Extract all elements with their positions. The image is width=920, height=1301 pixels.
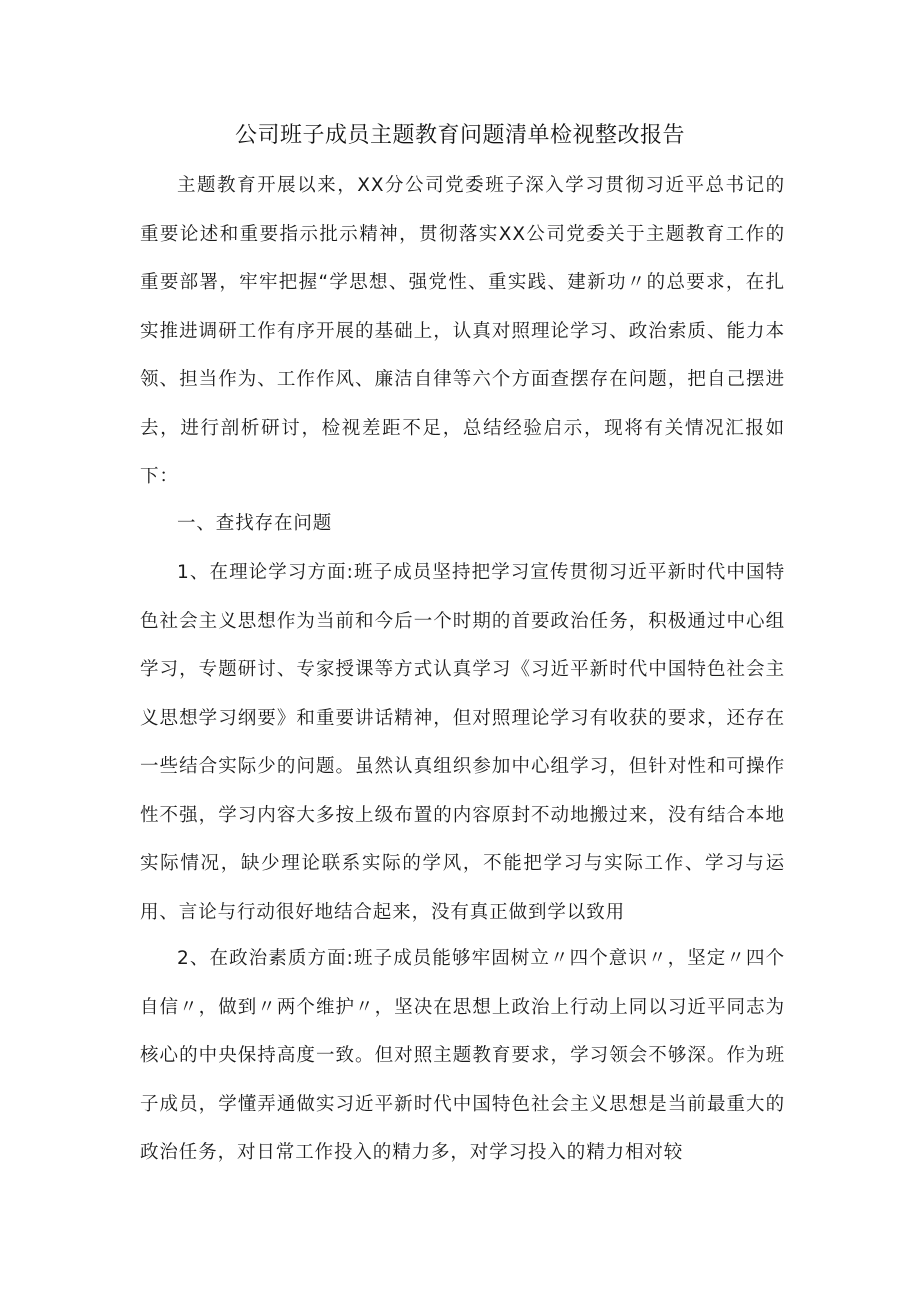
theory-study-paragraph: 1、在理论学习方面:班子成员坚持把学习宣传贯彻习近平新时代中国特色社会主义思想作为当前和今后一个时期的首要政治任务，积极通过中心组学习，专题研讨、专家授课等方式认真学习《习近平新时代中国特色社会主义思想学习纲要》和重要讲话精神，但对照理论学习有收获的要求，还存在一些结合实际少的问题。虽然认真组织参加中心组学习，但针对性和可操作性不强，学习内容大多按上级布置的内容原封不动地搬过来，没有结合本地实际情况，缺少理论联系实际的学风，不能把学习与实际工作、学习与运用、言论与行动很好地结合起来，没有真正做到学以致用 [140, 562, 785, 923]
intro-paragraph: 主题教育开展以来，XX分公司党委班子深入学习贯彻习近平总书记的重要论述和重要指示批示精神，贯彻落实XX公司党委关于主题教育工作的重要部署，牢牢把握“学思想、强党性、重实践、建新功〃的总要求，在扎实推进调研工作有序开展的基础上，认真对照理论学习、政治索质、能力本领、担当作为、工作作风、廉洁自律等六个方面查摆存在问题，把自己摆进去，进行剖析研讨，检视差距不足，总结经验启示，现将有关情况汇报如下： [140, 175, 785, 487]
section-heading: 一、查找存在问题 [177, 513, 333, 534]
document-title: 公司班子成员主题教育问题清单检视整改报告 [234, 123, 685, 148]
political-quality-paragraph: 2、在政治素质方面:班子成员能够牢固树立〃四个意识〃，坚定〃四个自信〃，做到〃两个维护〃，坚决在思想上政治上行动上同以习近平同志为核心的中央保持高度一致。但对照主题教育要求，学习领会不够深。作为班子成员，学懂弄通做实习近平新时代中国特色社会主义思想是当前最重大的政治任务，对日常工作投入的精力多，对学习投入的精力相对较 [140, 948, 785, 1163]
